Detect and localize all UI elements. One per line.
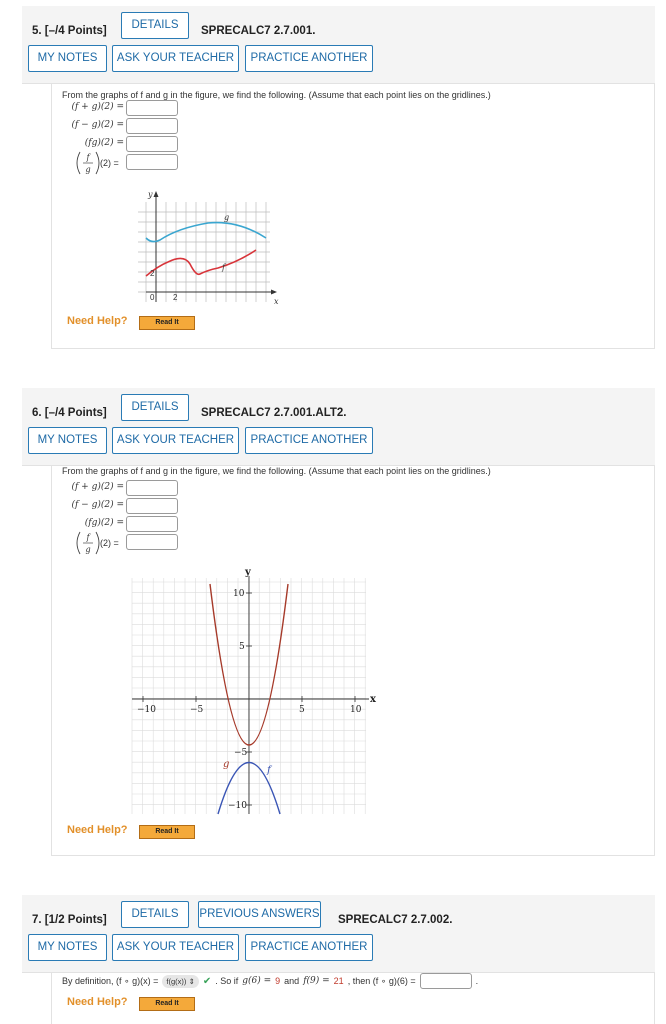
ask-teacher-button[interactable]: ASK YOUR TEACHER: [112, 427, 239, 454]
fraction-numerator: f: [86, 153, 90, 162]
row-label: (f + g)(2) =: [71, 482, 124, 492]
question-title: 5. [–/4 Points]: [32, 25, 107, 37]
f-label: f: [222, 263, 225, 272]
answer-input-quotient[interactable]: [126, 534, 178, 550]
period-text: .: [475, 976, 479, 986]
question-code: SPRECALC7 2.7.002.: [338, 914, 453, 926]
read-it-button[interactable]: Read It: [139, 825, 195, 839]
then-text: , then (f ∘ g)(6) =: [347, 975, 416, 986]
x-axis-label: x: [370, 694, 376, 705]
fraction-numerator: f: [86, 533, 90, 542]
question-5-header: [22, 6, 655, 84]
fraction-tail: (2) =: [100, 158, 119, 168]
y-tick-5: 5: [239, 642, 245, 652]
need-help-label: Need Help?: [67, 315, 128, 327]
question-7: [22, 895, 655, 1024]
x-tick-2: 2: [173, 293, 178, 302]
x-axis-label: x: [274, 297, 279, 306]
function-graph: [138, 186, 288, 311]
question-title: 6. [–/4 Points]: [32, 407, 107, 419]
row-label: (f − g)(2) =: [71, 120, 124, 130]
y-tick-2: 2: [150, 269, 155, 278]
correct-check-icon: ✔: [202, 975, 212, 987]
question-code: SPRECALC7 2.7.001.: [201, 25, 316, 37]
question-7-header: [22, 895, 655, 973]
composition-select-value: f(g(x)): [166, 976, 187, 986]
question-code: SPRECALC7 2.7.001.ALT2.: [201, 407, 347, 419]
so-if-text: . So if: [215, 976, 239, 986]
origin-label: 0: [150, 293, 155, 302]
answer-input-quotient[interactable]: [126, 154, 178, 170]
read-it-button[interactable]: Read It: [139, 997, 195, 1011]
row-label: (fg)(2) =: [84, 138, 124, 148]
fraction-denominator: g: [85, 165, 91, 174]
previous-answers-button[interactable]: PREVIOUS ANSWERS: [198, 901, 321, 928]
details-button[interactable]: DETAILS: [121, 901, 189, 928]
g6-value: 9: [275, 976, 281, 986]
answer-input-sum[interactable]: [126, 480, 178, 496]
answer-input-diff[interactable]: [126, 498, 178, 514]
question-6-body: [51, 466, 655, 856]
g-label: g: [223, 759, 230, 770]
g-label: g: [224, 213, 230, 222]
details-button[interactable]: DETAILS: [121, 394, 189, 421]
f-label: f: [267, 765, 271, 776]
row-label: (fg)(2) =: [84, 518, 124, 528]
y-tick-neg10: −10: [228, 801, 247, 811]
y-tick-neg5: −5: [234, 748, 248, 758]
row-label: (f + g)(2) =: [71, 102, 124, 112]
my-notes-button[interactable]: MY NOTES: [28, 934, 107, 961]
answer-input-diff[interactable]: [126, 118, 178, 134]
answer-input-sum[interactable]: [126, 100, 178, 116]
read-it-button[interactable]: Read It: [139, 316, 195, 330]
question-5-body: [51, 84, 655, 349]
question-prompt: From the graphs of f and g in the figure, we find the following. (Assume that each point lies on the gridlines.): [62, 466, 491, 476]
fraction-tail: (2) =: [100, 538, 119, 548]
my-notes-button[interactable]: MY NOTES: [28, 45, 107, 72]
ask-teacher-button[interactable]: ASK YOUR TEACHER: [112, 934, 239, 961]
composition-select[interactable]: [162, 975, 198, 988]
question-title: 7. [1/2 Points]: [32, 914, 107, 926]
practice-another-button[interactable]: PRACTICE ANOTHER: [245, 45, 373, 72]
y-tick-10: 10: [233, 589, 245, 599]
practice-another-button[interactable]: PRACTICE ANOTHER: [245, 934, 373, 961]
practice-another-button[interactable]: PRACTICE ANOTHER: [245, 427, 373, 454]
f9-text: f(9) =: [303, 976, 330, 986]
question-7-body: [51, 973, 655, 1024]
f9-value: 21: [333, 976, 344, 986]
answer-input-product[interactable]: [126, 136, 178, 152]
y-axis-label: y: [245, 567, 251, 578]
fraction-label: [64, 530, 124, 556]
question-6-header: [22, 388, 655, 466]
and-text: and: [284, 976, 300, 986]
x-tick-neg5: −5: [190, 705, 204, 715]
fraction-label: [64, 150, 124, 176]
definition-text: By definition, (f ∘ g)(x) =: [62, 975, 159, 986]
need-help-label: Need Help?: [67, 824, 128, 836]
answer-input-product[interactable]: [126, 516, 178, 532]
definition-line: [62, 973, 478, 989]
question-5: [22, 6, 655, 351]
x-tick-10: 10: [350, 705, 362, 715]
chevron-updown-icon: ⇕: [188, 976, 195, 986]
y-axis-label: y: [148, 190, 153, 199]
row-label: (f − g)(2) =: [71, 500, 124, 510]
details-button[interactable]: DETAILS: [121, 12, 189, 39]
question-prompt: From the graphs of f and g in the figure, we find the following. (Assume that each point lies on the gridlines.): [62, 90, 491, 100]
answer-input-composition[interactable]: [420, 973, 472, 989]
my-notes-button[interactable]: MY NOTES: [28, 427, 107, 454]
g6-text: g(6) =: [242, 976, 272, 986]
x-tick-5: 5: [299, 705, 305, 715]
parabola-graph: [124, 566, 384, 816]
need-help-label: Need Help?: [67, 996, 128, 1008]
question-6: [22, 388, 655, 858]
ask-teacher-button[interactable]: ASK YOUR TEACHER: [112, 45, 239, 72]
x-tick-neg10: −10: [137, 705, 156, 715]
fraction-denominator: g: [85, 545, 91, 554]
